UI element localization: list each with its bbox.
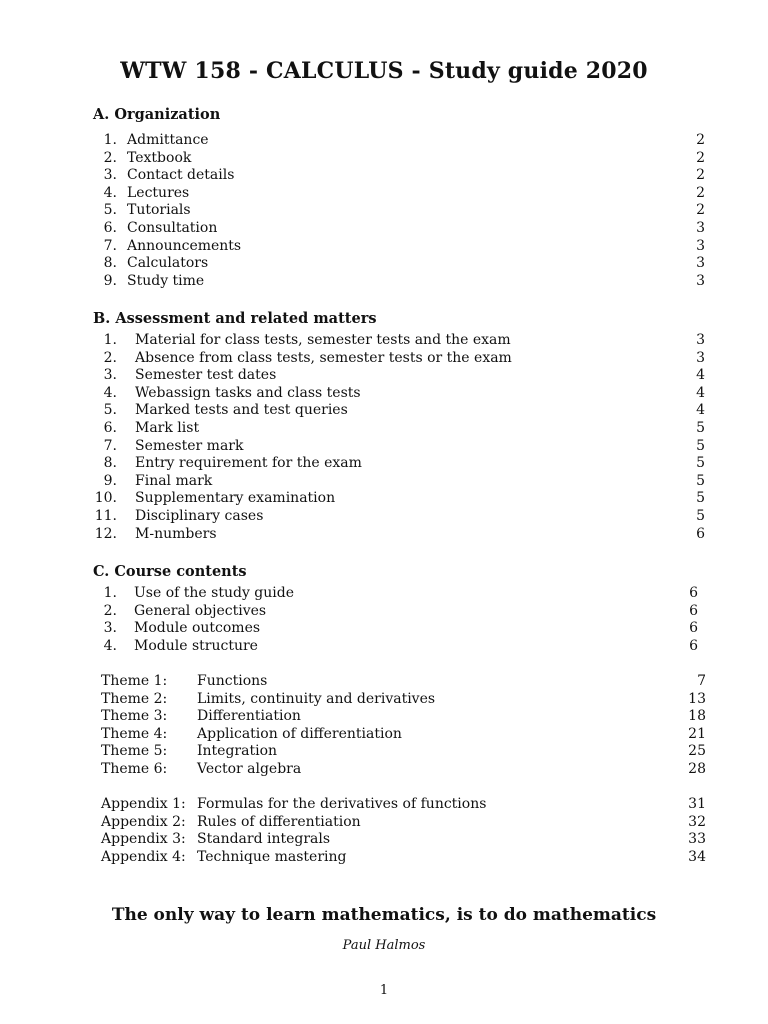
theme-label: Functions <box>197 673 268 689</box>
appendix-label: Formulas for the derivatives of functions <box>197 796 487 812</box>
appendix-page: 34 <box>688 848 706 865</box>
theme-label: Vector algebra <box>197 760 302 777</box>
toc-num: 4. <box>103 637 117 654</box>
toc-page: 4 <box>696 384 705 401</box>
toc-page: 6 <box>689 637 698 654</box>
toc-label: Tutorials <box>127 202 191 219</box>
theme-label: Limits, continuity and derivatives <box>197 690 436 707</box>
theme-page: 25 <box>688 743 706 760</box>
toc-label: Lectures <box>127 184 190 201</box>
toc-num: 8. <box>103 255 117 272</box>
theme-num: Theme 4: <box>101 725 168 742</box>
appendix-label: Rules of differentiation <box>197 813 361 830</box>
toc-label: Module structure <box>134 637 258 654</box>
toc-num: 3. <box>103 620 117 637</box>
theme-page: 18 <box>688 708 706 725</box>
toc-page: 6 <box>696 525 705 542</box>
theme-num: Theme 5: <box>101 743 168 760</box>
toc-label: Supplementary examination <box>135 490 336 507</box>
toc-label: Mark list <box>135 419 200 436</box>
toc-page: 3 <box>696 332 705 348</box>
section-a-heading: A. Organization <box>93 106 221 123</box>
toc-label: Use of the study guide <box>134 585 295 601</box>
toc-num: 9. <box>103 272 117 289</box>
toc-label: Module outcomes <box>134 620 261 637</box>
theme-page: 28 <box>688 760 706 777</box>
toc-num: 4. <box>103 184 117 201</box>
toc-page: 2 <box>696 167 705 184</box>
toc-page: 2 <box>696 184 705 201</box>
toc-num: 9. <box>103 472 117 489</box>
theme-page: 21 <box>688 725 706 742</box>
theme-label: Application of differentiation <box>197 725 402 742</box>
section-b-heading: B. Assessment and related matters <box>93 310 377 327</box>
appendix-page: 31 <box>688 796 706 812</box>
appendix-page: 33 <box>688 831 706 848</box>
toc-page: 6 <box>689 585 698 601</box>
toc-num: 7. <box>103 437 117 454</box>
toc-label: M-numbers <box>135 525 217 542</box>
toc-page: 2 <box>696 149 705 166</box>
toc-label: Consultation <box>127 219 218 236</box>
theme-num: Theme 1: <box>101 673 168 689</box>
toc-label: Disciplinary cases <box>135 507 264 524</box>
toc-num: 8. <box>103 455 117 472</box>
toc-label: Study time <box>127 272 205 289</box>
toc-num: 5. <box>103 202 117 219</box>
toc-label: Absence from class tests, semester tests or the exam <box>135 349 512 366</box>
toc-num: 3. <box>103 367 117 384</box>
theme-label: Differentiation <box>197 708 301 725</box>
theme-num: Theme 6: <box>101 760 168 777</box>
toc-page: 6 <box>689 602 698 619</box>
toc-label: Marked tests and test queries <box>135 402 348 419</box>
toc-num: 6. <box>103 219 117 236</box>
toc-page: 2 <box>696 132 705 148</box>
toc-num: 11. <box>94 507 117 524</box>
toc-page: 5 <box>696 455 705 472</box>
toc-label: Final mark <box>135 472 213 489</box>
toc-num: 3. <box>103 167 117 184</box>
toc-label: Webassign tasks and class tests <box>135 384 361 401</box>
toc-num: 4. <box>103 384 117 401</box>
toc-label: Contact details <box>127 167 235 184</box>
toc-page: 3 <box>696 272 705 289</box>
toc-page: 3 <box>696 255 705 272</box>
theme-page: 13 <box>688 690 706 707</box>
toc-page: 5 <box>696 437 705 454</box>
toc-page: 3 <box>696 237 705 254</box>
theme-label: Integration <box>197 743 278 760</box>
appendix-num: Appendix 1: <box>101 796 186 812</box>
toc-page: 5 <box>696 419 705 436</box>
toc-label: General objectives <box>134 602 267 619</box>
toc-label: Entry requirement for the exam <box>135 455 362 472</box>
toc-num: 7. <box>103 237 117 254</box>
toc-page: 5 <box>696 507 705 524</box>
toc-page: 4 <box>696 402 705 419</box>
appendix-num: Appendix 2: <box>101 813 186 830</box>
toc-num: 2. <box>103 602 117 619</box>
toc-label: Textbook <box>127 149 192 166</box>
toc-page: 6 <box>689 620 698 637</box>
appendix-label: Technique mastering <box>197 848 347 865</box>
theme-page: 7 <box>697 673 706 689</box>
appendix-num: Appendix 3: <box>101 831 186 848</box>
appendix-label: Standard integrals <box>197 831 331 848</box>
page-number: 1 <box>379 983 389 998</box>
toc-page: 2 <box>696 202 705 219</box>
toc-num: 2. <box>103 349 117 366</box>
quote: The only way to learn mathematics, is to do mathematics <box>111 905 657 925</box>
toc-num: 2. <box>103 149 117 166</box>
theme-num: Theme 3: <box>101 708 168 725</box>
toc-page: 3 <box>696 219 705 236</box>
toc-num: 1. <box>103 132 117 148</box>
toc-label: Material for class tests, semester tests and the exam <box>135 332 511 348</box>
toc-num: 5. <box>103 402 117 419</box>
appendix-page: 32 <box>688 813 706 830</box>
toc-num: 1. <box>103 332 117 348</box>
toc-label: Admittance <box>127 132 209 148</box>
theme-num: Theme 2: <box>101 690 168 707</box>
toc-num: 12. <box>94 525 117 542</box>
page-title: WTW 158 - CALCULUS - Study guide 2020 <box>120 58 648 84</box>
toc-page: 4 <box>696 367 705 384</box>
quote-author: Paul Halmos <box>342 938 426 953</box>
toc-page: 5 <box>696 472 705 489</box>
toc-page: 5 <box>696 490 705 507</box>
toc-label: Semester test dates <box>135 367 277 384</box>
toc-label: Calculators <box>127 255 209 272</box>
toc-page: 3 <box>696 349 705 366</box>
toc-num: 6. <box>103 419 117 436</box>
toc-num: 1. <box>103 585 117 601</box>
appendix-num: Appendix 4: <box>101 848 186 865</box>
toc-label: Announcements <box>127 237 242 254</box>
toc-label: Semester mark <box>135 437 244 454</box>
toc-num: 10. <box>94 490 117 507</box>
section-c-heading: C. Course contents <box>93 563 247 580</box>
